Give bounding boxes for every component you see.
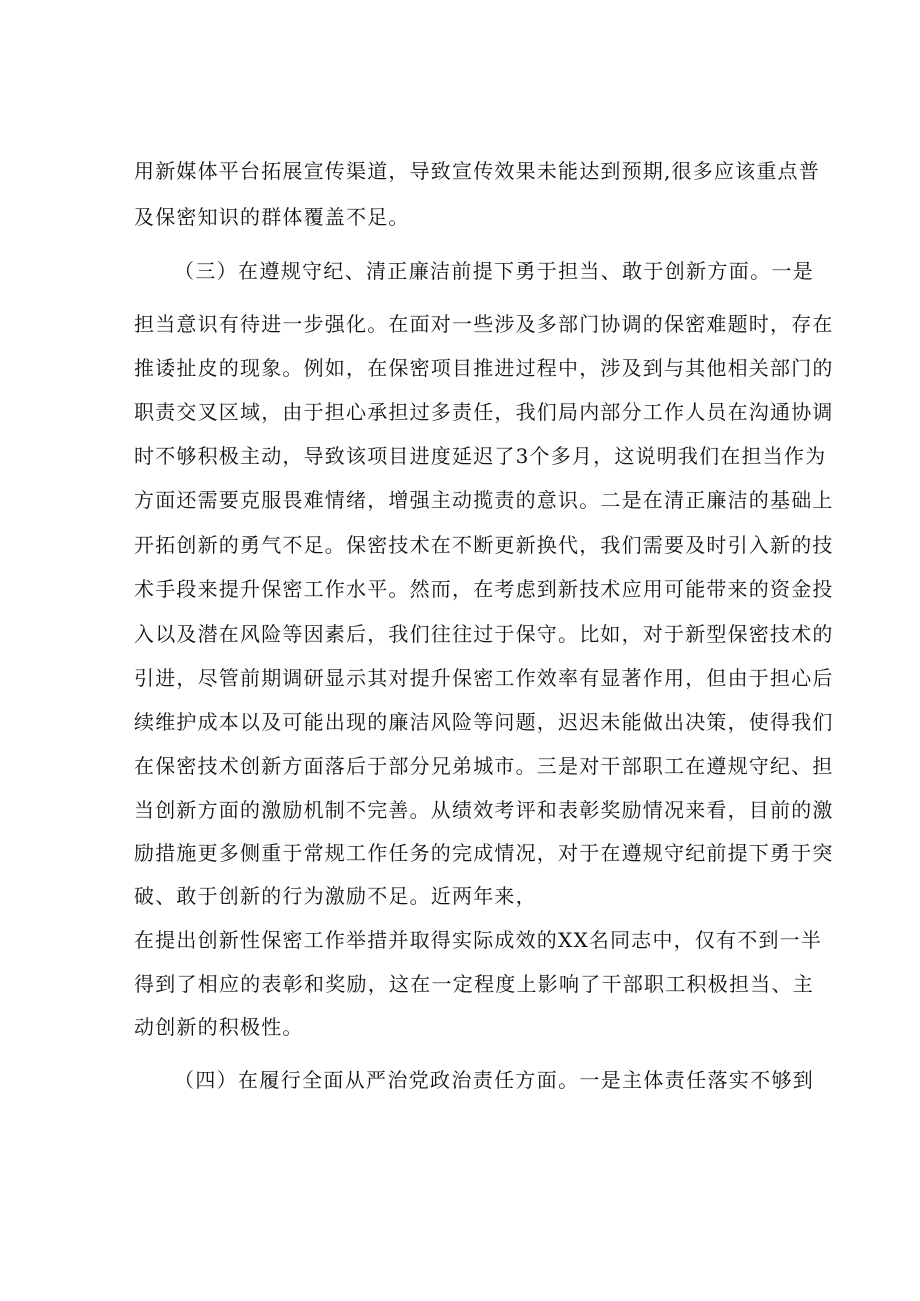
body-text-line: 得到了相应的表彰和奖励，这在一定程度上影响了干部职工积极担当、主 — [134, 972, 814, 996]
body-text-line: 术手段来提升保密工作水平。然而，在考虑到新技术应用可能带来的资金投 — [134, 577, 834, 601]
section-heading-line: （三）在遵规守纪、清正廉洁前提下勇于担当、敢于创新方面。一是 — [174, 259, 814, 283]
body-text-line: 励措施更多侧重于常规工作任务的完成情况，对于在遵规守纪前提下勇于突 — [134, 841, 834, 865]
body-text-line: 入以及潜在风险等因素后，我们往往过于保守。比如，对于新型保密技术的 — [134, 622, 834, 646]
body-text-line: 在保密技术创新方面落后于部分兄弟城市。三是对干部职工在遵规守纪、担 — [134, 754, 834, 778]
body-text-line: 续维护成本以及可能出现的廉洁风险等问题，迟迟未能做出决策，使得我们 — [134, 710, 834, 734]
body-text-line: 开拓创新的勇气不足。保密技术在不断更新换代，我们需要及时引入新的技 — [134, 533, 834, 557]
body-text-line: 在提出创新性保密工作举措并取得实际成效的XX名同志中，仅有不到一半 — [134, 928, 823, 952]
body-text-line: 用新媒体平台拓展宣传渠道，导致宣传效果未能达到预期,很多应该重点普 — [134, 159, 820, 183]
body-text-line: 方面还需要克服畏难情绪，增强主动揽责的意识。二是在清正廉洁的基础上 — [134, 488, 834, 512]
body-text-line: 及保密知识的群体覆盖不足。 — [134, 205, 410, 229]
body-text-line: 破、敢于创新的行为激励不足。近两年来， — [134, 884, 537, 908]
body-text-line: 担当意识有待进一步强化。在面对一些涉及多部门协调的保密难题时，存在 — [134, 312, 834, 336]
body-text-line: 当创新方面的激励机制不完善。从绩效考评和表彰奖励情况来看，目前的激 — [134, 798, 834, 822]
body-text-line: 动创新的积极性。 — [134, 1015, 304, 1039]
body-text-line: 引进，尽管前期调研显示其对提升保密工作效率有显著作用，但由于担心后 — [134, 666, 834, 690]
section-heading-line: （四）在履行全面从严治党政治责任方面。一是主体责任落实不够到 — [174, 1068, 814, 1092]
body-text-line: 职责交叉区域，由于担心承担过多责任，我们局内部分工作人员在沟通协调 — [134, 400, 834, 424]
body-text-line: 时不够积极主动，导致该项目进度延迟了3个多月，这说明我们在担当作为 — [134, 444, 827, 468]
body-text-line: 推诿扯皮的现象。例如，在保密项目推进过程中，涉及到与其他相关部门的 — [134, 356, 834, 380]
